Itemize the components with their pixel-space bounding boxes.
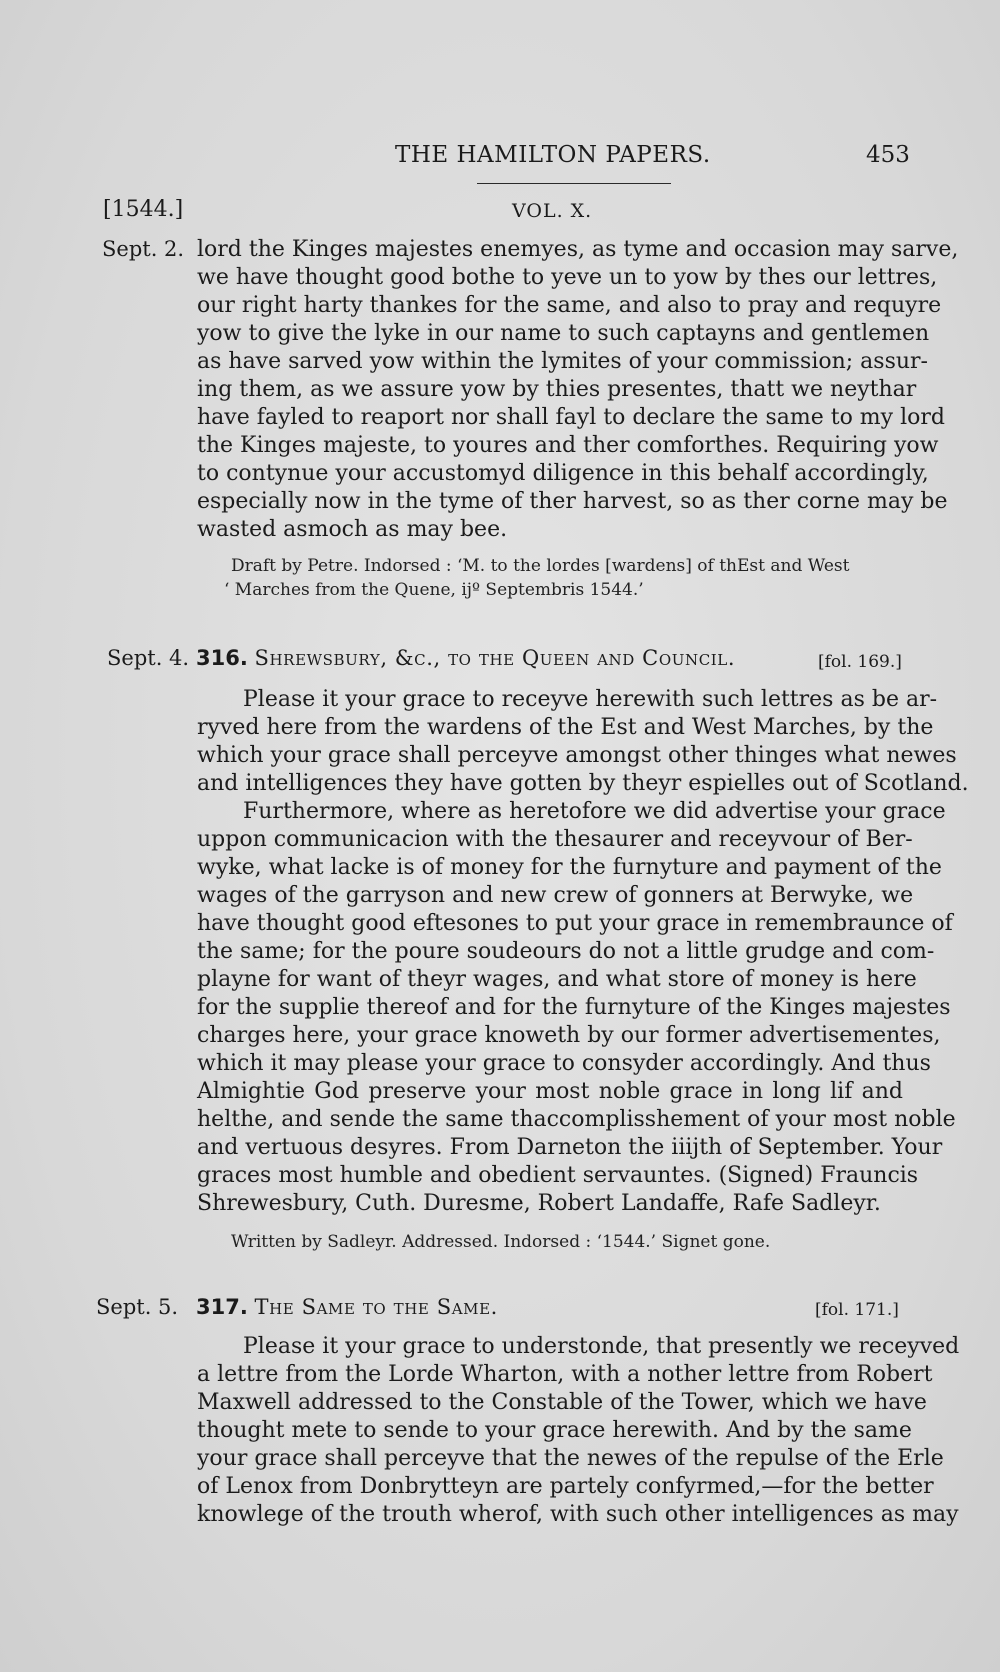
text-line: for the supplie thereof and for the furnyture of the Kinges majestes (197, 995, 951, 1020)
text-line: charges here, your grace knoweth by our former advertisementes, (197, 1023, 941, 1048)
text-line: have fayled to reaport nor shall fayl to declare the same to my lord (197, 405, 945, 430)
text-line: helthe, and sende the same thaccomplisshement of your most noble (197, 1107, 956, 1132)
margin-date-sept-4: Sept. 4. (107, 646, 190, 670)
text-line: which it may please your grace to consyder accordingly. And thus (197, 1051, 931, 1076)
text-line: we have thought good bothe to yeve un to yow by thes our lettres, (197, 265, 938, 290)
text-line: Shrewesbury, Cuth. Duresme, Robert Landaffe, Rafe Sadleyr. (197, 1191, 881, 1216)
text-line: yow to give the lyke in our name to such captayns and gentlemen (197, 321, 930, 346)
text-line: ing them, as we assure yow by thies presentes, thatt we neythar (197, 377, 917, 402)
entry-heading (196, 646, 735, 670)
margin-date-sept-5: Sept. 5. (96, 1295, 179, 1319)
folio-reference: [fol. 171.] (815, 1300, 899, 1320)
text-line: and intelligences they have gotten by theyr espielles out of Scotland. (197, 771, 969, 796)
text-line: Please it your grace to receyve herewith such lettres as be ar- (243, 687, 938, 712)
text-line: the Kinges majeste, to youres and ther comforthes. Requiring yow (197, 433, 939, 458)
text-line: lord the Kinges majestes enemyes, as tyme and occasion may sarve, (197, 237, 959, 262)
text-line: our right harty thankes for the same, and also to pray and requyre (197, 293, 942, 318)
text-line: knowlege of the trouth wherof, with such other intelligences as may (197, 1502, 959, 1527)
text-line: Almightie God preserve your most noble grace in long lif and (197, 1079, 903, 1104)
text-line: Maxwell addressed to the Constable of the Tower, which we have (197, 1390, 927, 1415)
text-line: playne for want of theyr wages, and what store of money is here (197, 967, 917, 992)
text-line: your grace shall perceyve that the newes of the repulse of the Erle (197, 1446, 944, 1471)
text-line: uppon communicacion with the thesaurer and receyvour of Ber- (197, 827, 913, 852)
text-line: thought mete to sende to your grace herewith. And by the same (197, 1418, 912, 1443)
margin-date-sept-2: Sept. 2. (102, 237, 185, 261)
text-line: graces most humble and obedient servauntes. (Signed) Frauncis (197, 1163, 919, 1188)
header-rule (477, 183, 671, 184)
text-line: of Lenox from Donbrytteyn are partely confyrmed,—for the better (197, 1474, 934, 1499)
running-title: THE HAMILTON PAPERS. (395, 142, 711, 168)
text-line: have thought good eftesones to put your grace in remembraunce of (197, 911, 953, 936)
entry-heading (196, 1295, 498, 1319)
text-line: wyke, what lacke is of money for the furnyture and payment of the (197, 855, 942, 880)
text-line: a lettre from the Lorde Wharton, with a nother lettre from Robert (197, 1362, 933, 1387)
text-line: wasted asmoch as may bee. (197, 517, 508, 542)
editorial-note: ‘ Marches from the Quene, ijº Septembris 1544.’ (224, 580, 644, 600)
editorial-note: Draft by Petre. Indorsed : ‘M. to the lordes [wardens] of thEst and West (231, 556, 850, 576)
page-number: 453 (866, 142, 910, 168)
entry-number: 316. (196, 646, 248, 670)
text-line: to contynue your accustomyd diligence in this behalf accordingly, (197, 461, 929, 486)
year-label: [1544.] (103, 197, 184, 222)
text-line: the same; for the poure soudeours do not a little grudge and com- (197, 939, 935, 964)
text-line: Please it your grace to understonde, that presently we receyved (243, 1334, 960, 1359)
text-line: ryved here from the wardens of the Est and West Marches, by the (197, 715, 934, 740)
text-line: especially now in the tyme of ther harvest, so as ther corne may be (197, 489, 948, 514)
volume-label: VOL. X. (512, 200, 593, 222)
text-line: as have sarved yow within the lymites of your commission; assur- (197, 349, 928, 374)
entry-number: 317. (196, 1295, 248, 1319)
editorial-note: Written by Sadleyr. Addressed. Indorsed : ‘1544.’ Signet gone. (231, 1232, 771, 1252)
text-line: Furthermore, where as heretofore we did advertise your grace (243, 799, 946, 824)
text-line: wages of the garryson and new crew of gonners at Berwyke, we (197, 883, 914, 908)
entry-title: The Same to the Same. (254, 1295, 498, 1319)
folio-reference: [fol. 169.] (818, 652, 902, 672)
text-line: which your grace shall perceyve amongst other thinges what newes (197, 743, 957, 768)
text-line: and vertuous desyres. From Darneton the iiijth of September. Your (197, 1135, 943, 1160)
entry-title: Shrewsbury, &c., to the Queen and Council. (254, 646, 736, 670)
